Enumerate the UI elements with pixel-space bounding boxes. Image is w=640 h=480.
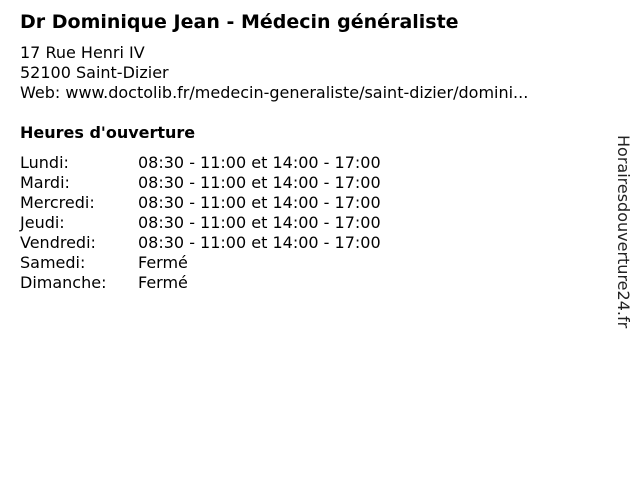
- time-value: 08:30 - 11:00 et 14:00 - 17:00: [138, 213, 381, 232]
- page-title: Dr Dominique Jean - Médecin généraliste: [20, 11, 459, 33]
- time-value: Fermé: [138, 273, 188, 292]
- day-label: Dimanche:: [20, 273, 107, 292]
- time-value: 08:30 - 11:00 et 14:00 - 17:00: [138, 233, 381, 252]
- address-city: 52100 Saint-Dizier: [20, 63, 169, 82]
- day-label: Mardi:: [20, 173, 70, 192]
- day-label: Vendredi:: [20, 233, 96, 252]
- day-label: Jeudi:: [20, 213, 65, 232]
- time-value: Fermé: [138, 253, 188, 272]
- day-label: Lundi:: [20, 153, 69, 172]
- time-value: 08:30 - 11:00 et 14:00 - 17:00: [138, 173, 381, 192]
- day-label: Samedi:: [20, 253, 86, 272]
- site-watermark: Horairesdouverture24.fr: [614, 135, 633, 329]
- time-value: 08:30 - 11:00 et 14:00 - 17:00: [138, 193, 381, 212]
- time-value: 08:30 - 11:00 et 14:00 - 17:00: [138, 153, 381, 172]
- address-street: 17 Rue Henri IV: [20, 43, 145, 62]
- hours-heading: Heures d'ouverture: [20, 123, 196, 142]
- website-line: Web: www.doctolib.fr/medecin-generaliste/saint-dizier/domini...: [20, 83, 529, 102]
- day-label: Mercredi:: [20, 193, 95, 212]
